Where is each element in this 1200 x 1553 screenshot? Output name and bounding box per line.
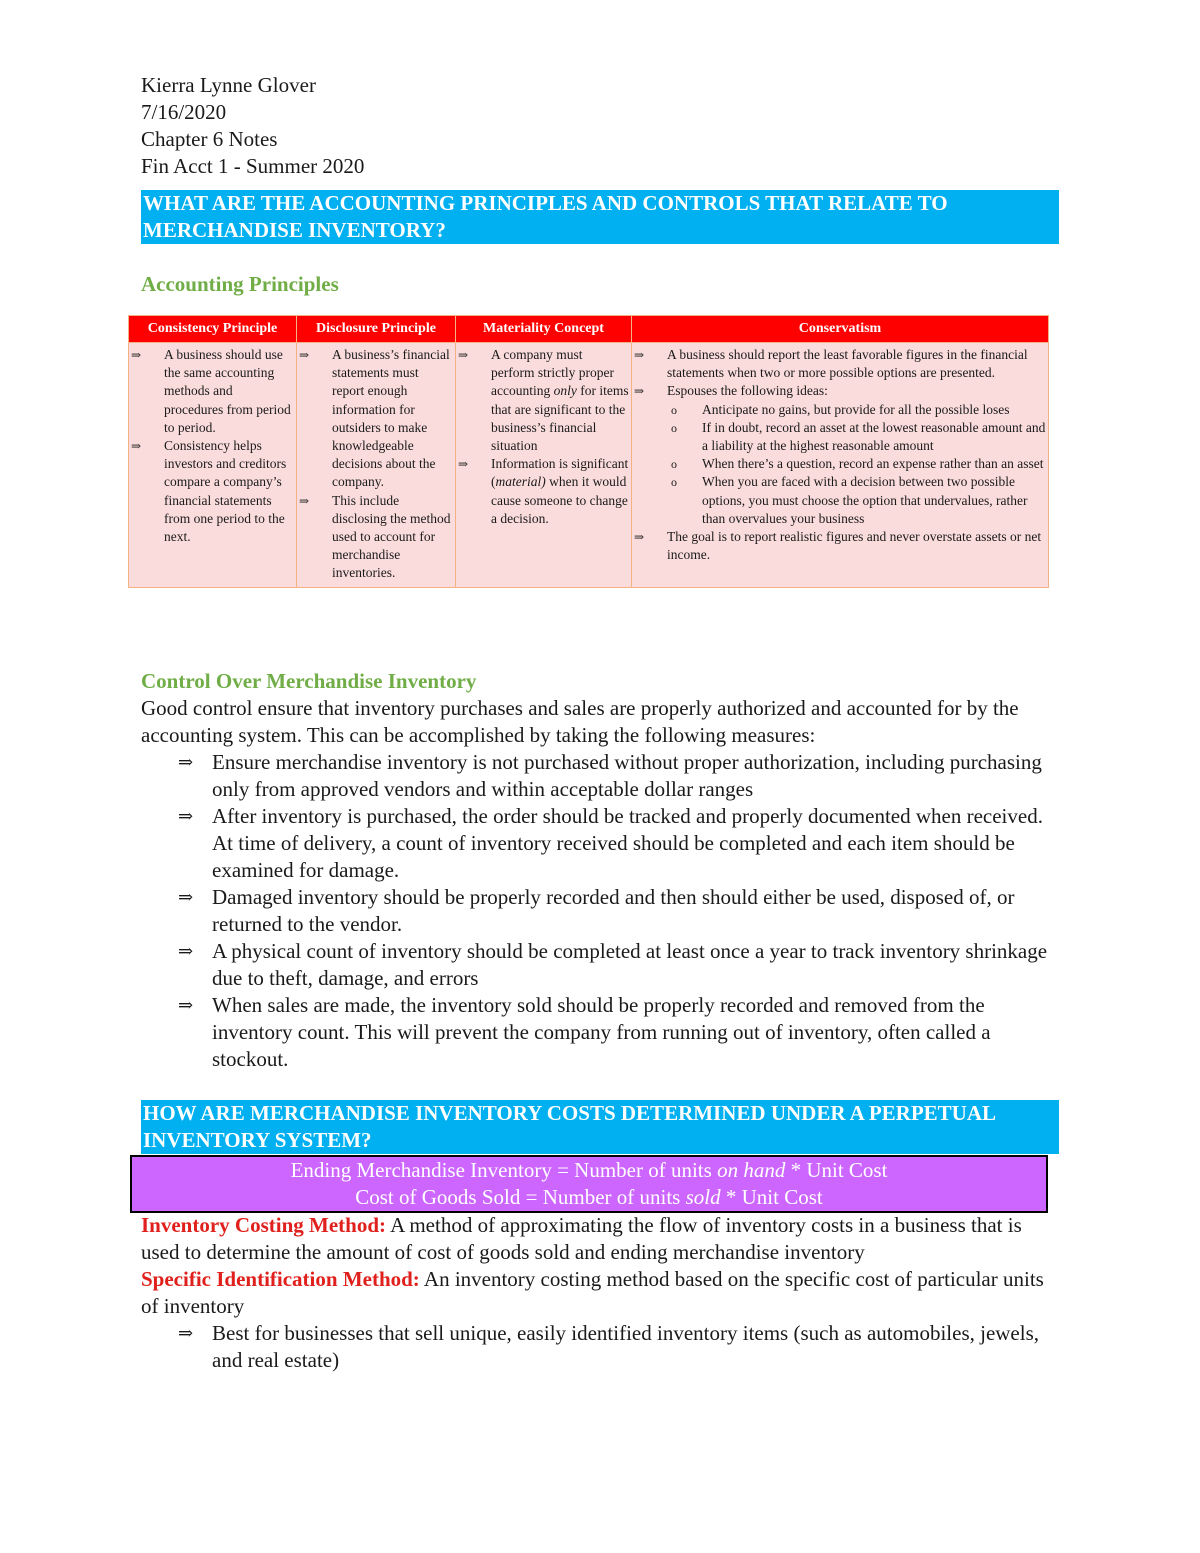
conservatism-cell	[632, 343, 1049, 588]
rightwards-double-arrow-icon: ⇒	[131, 348, 142, 362]
course-name: Fin Acct 1 - Summer 2020	[141, 154, 365, 178]
header-materiality: Materiality Concept	[456, 316, 632, 343]
control-heading: Control Over Merchandise Inventory	[141, 669, 477, 693]
formula-ending-inventory: Ending Merchandise Inventory = Number of units on hand * Unit Cost	[290, 1158, 888, 1182]
definitions	[141, 1212, 1059, 1374]
rightwards-double-arrow-icon: ⇒	[458, 457, 469, 472]
document-header	[141, 72, 1059, 298]
chapter-title: Chapter 6 Notes	[141, 127, 278, 151]
rightwards-double-arrow-icon: ⇒	[178, 806, 194, 826]
table-row	[129, 343, 1049, 588]
list-item: ⇒ A business’s financial statements must report enough information for outsiders to make knowledgeable decisions about the company.	[299, 347, 450, 490]
conservatism-ideas-list	[667, 401, 1046, 528]
rightwards-double-arrow-icon: ⇒	[131, 439, 142, 454]
materiality-cell	[456, 343, 632, 588]
control-section	[141, 668, 1059, 1073]
list-item: ⇒ This include disclosing the method used to account for merchandise inventories.	[299, 492, 451, 581]
list-item: ⇒ Consistency helps investors and creditors compare a company’s financial statements from one period to the next.	[131, 438, 287, 545]
list-item: ⇒ When sales are made, the inventory sold should be properly recorded and removed from the inventory count. This will prevent the company from running out of inventory, often called a stockout.	[178, 993, 991, 1071]
control-measures-list	[141, 749, 1059, 1073]
list-item: ⇒ Information is significant (material) when it would cause someone to change a decision.	[458, 456, 629, 526]
sub-list-item: o When you are faced with a decision between two possible options, you must choose the option that undervalues, rather than overvalues your business	[671, 474, 1028, 526]
list-item: ⇒ Damaged inventory should be properly recorded and then should either be used, disposed of, or returned to the vendor.	[178, 885, 1015, 936]
accounting-principles-table	[128, 315, 1049, 588]
list-item: ⇒ Espouses the following ideas: o Anticipate no gains, but provide for all the possible loses o If in doubt, record an asset at the lowest reasonable amount and a liability at the highest reasonable amount o When there’s a question, record an expense rather than an asset o When you are faced with a decision between two possible options, you must choose the option that undervalues, rather than overvalues your business	[634, 382, 1046, 528]
rightwards-double-arrow-icon: ⇒	[178, 941, 194, 961]
circle-bullet-icon: o	[671, 457, 677, 472]
list-item: ⇒ A business should use the same accounting methods and procedures from period to period.	[131, 347, 291, 435]
formula-cogs: Cost of Goods Sold = Number of units sold * Unit Cost	[355, 1185, 823, 1209]
rightwards-double-arrow-icon: ⇒	[178, 995, 194, 1015]
formula-box	[130, 1155, 1048, 1213]
list-item: ⇒ A business should report the least favorable figures in the financial statements when two or more possible options are presented.	[634, 347, 1028, 381]
sub-list-item: o Anticipate no gains, but provide for all the possible loses	[667, 401, 1046, 419]
accounting-principles-heading: Accounting Principles	[141, 272, 339, 296]
header-disclosure: Disclosure Principle	[297, 316, 456, 343]
list-item: ⇒ The goal is to report realistic figures and never overstate assets or net income.	[634, 529, 1042, 563]
header-conservatism: Conservatism	[632, 316, 1049, 343]
rightwards-double-arrow-icon: ⇒	[299, 348, 310, 362]
term-inventory-costing: Inventory Costing Method:	[141, 1213, 386, 1237]
definition-specific-identification: Specific Identification Method: An inventory costing method based on the specific cost of particular units of inventory	[141, 1267, 1044, 1318]
rightwards-double-arrow-icon: ⇒	[634, 384, 645, 399]
circle-bullet-icon: o	[671, 475, 677, 490]
term-specific-identification: Specific Identification Method:	[141, 1267, 420, 1291]
list-item: ⇒ After inventory is purchased, the order should be tracked and properly documented when received. At time of delivery, a count of inventory received should be completed and each item should be examined for damage.	[178, 804, 1043, 882]
section-banner-principles: WHAT ARE THE ACCOUNTING PRINCIPLES AND CONTROLS THAT RELATE TO MERCHANDISE INVENTORY?	[141, 190, 1059, 244]
control-intro: Good control ensure that inventory purchases and sales are properly authorized and accounted for by the accounting system. This can be accomplished by taking the following measures:	[141, 696, 1019, 747]
list-item: ⇒ Ensure merchandise inventory is not purchased without proper authorization, including purchasing only from approved vendors and within acceptable dollar ranges	[178, 750, 1042, 801]
disclosure-cell	[297, 343, 456, 588]
specific-identification-list	[141, 1320, 1059, 1374]
header-consistency: Consistency Principle	[129, 316, 297, 343]
costs-section-header	[141, 1100, 1059, 1154]
sub-list-item: o When there’s a question, record an expense rather than an asset	[667, 455, 1046, 473]
list-item: ⇒ A company must perform strictly proper accounting only for items that are significant to the business’s financial situation	[458, 347, 629, 454]
rightwards-double-arrow-icon: ⇒	[634, 348, 645, 362]
author-name: Kierra Lynne Glover	[141, 73, 316, 97]
rightwards-double-arrow-icon: ⇒	[458, 348, 469, 362]
consistency-cell	[129, 343, 297, 588]
sub-list-item: o If in doubt, record an asset at the lowest reasonable amount and a liability at the highest reasonable amount	[671, 419, 1046, 454]
rightwards-double-arrow-icon: ⇒	[178, 887, 194, 907]
circle-bullet-icon: o	[671, 420, 677, 435]
rightwards-double-arrow-icon: ⇒	[634, 530, 645, 545]
list-item: ⇒ Best for businesses that sell unique, easily identified inventory items (such as automobiles, jewels, and real estate)	[178, 1321, 1040, 1372]
rightwards-double-arrow-icon: ⇒	[178, 1323, 194, 1343]
rightwards-double-arrow-icon: ⇒	[178, 752, 194, 772]
section-banner-costs: HOW ARE MERCHANDISE INVENTORY COSTS DETERMINED UNDER A PERPETUAL INVENTORY SYSTEM?	[141, 1100, 1059, 1154]
table-header-row	[129, 316, 1049, 343]
rightwards-double-arrow-icon: ⇒	[299, 493, 310, 508]
list-item: ⇒ A physical count of inventory should be completed at least once a year to track inventory shrinkage due to theft, damage, and errors	[178, 939, 1048, 990]
document-date: 7/16/2020	[141, 100, 227, 124]
circle-bullet-icon: o	[671, 402, 677, 417]
definition-inventory-costing: Inventory Costing Method: A method of approximating the flow of inventory costs in a business that is used to determine the amount of cost of goods sold and ending merchandise inventory	[141, 1213, 1022, 1264]
